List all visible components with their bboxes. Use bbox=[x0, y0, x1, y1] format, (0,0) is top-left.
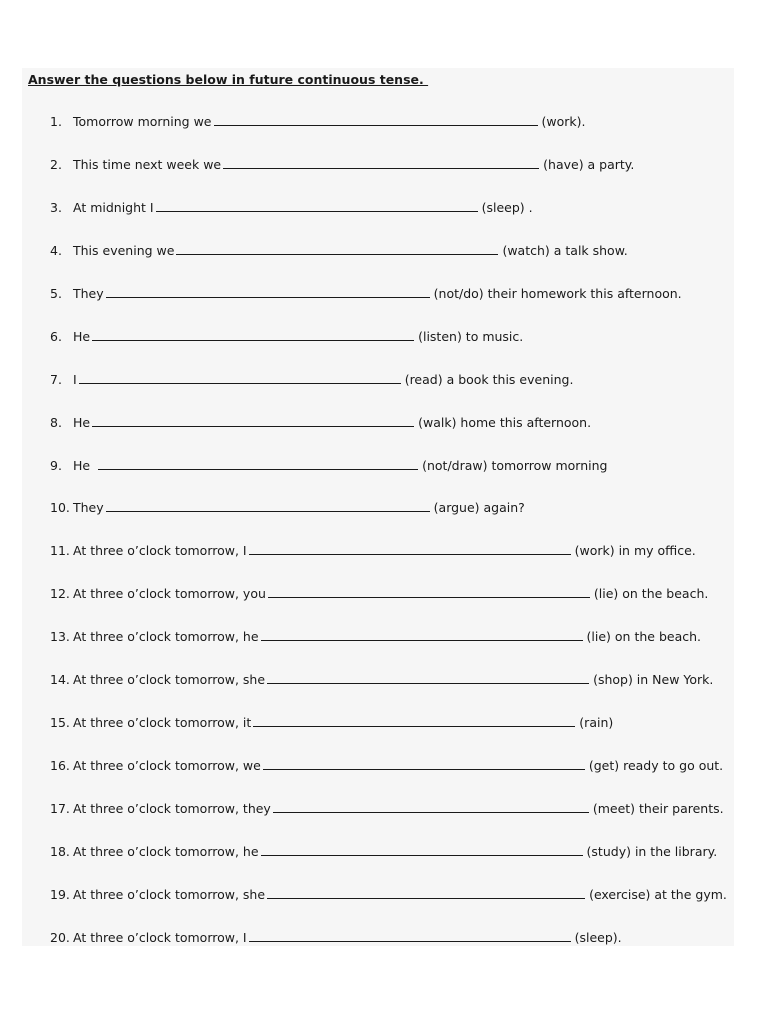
question-item bbox=[50, 328, 727, 371]
question-item bbox=[50, 886, 727, 929]
question-hint: (sleep). bbox=[574, 929, 622, 945]
question-hint: (lie) on the beach. bbox=[586, 629, 701, 645]
question-prompt: At three o’clock tomorrow, you bbox=[73, 586, 266, 602]
answer-blank[interactable] bbox=[249, 542, 571, 555]
question-prompt: At three o’clock tomorrow, it bbox=[73, 715, 252, 731]
question-number: 5. bbox=[50, 285, 62, 301]
question-item bbox=[50, 542, 727, 585]
question-item bbox=[50, 457, 727, 500]
question-prompt: This time next week we bbox=[73, 156, 222, 172]
answer-blank[interactable] bbox=[267, 671, 589, 684]
question-number: 4. bbox=[50, 242, 62, 258]
question-number: 14. bbox=[50, 672, 70, 688]
question-item bbox=[50, 371, 727, 414]
question-item bbox=[50, 757, 727, 800]
question-number: 16. bbox=[50, 758, 70, 774]
answer-blank[interactable] bbox=[273, 800, 589, 813]
answer-blank[interactable] bbox=[214, 113, 538, 126]
question-prompt: They bbox=[73, 500, 104, 516]
question-item bbox=[50, 113, 727, 156]
question-hint: (not/do) their homework this afternoon. bbox=[433, 285, 682, 301]
question-item bbox=[50, 671, 727, 714]
question-hint: (exercise) at the gym. bbox=[589, 886, 727, 902]
answer-blank[interactable] bbox=[249, 929, 571, 942]
answer-blank[interactable] bbox=[156, 199, 478, 212]
question-hint: (walk) home this afternoon. bbox=[418, 414, 592, 430]
question-item bbox=[50, 242, 727, 285]
answer-blank[interactable] bbox=[106, 499, 430, 512]
question-prompt: This evening we bbox=[73, 242, 175, 258]
answer-blank[interactable] bbox=[106, 285, 430, 298]
question-prompt: At three o’clock tomorrow, he bbox=[73, 629, 259, 645]
question-number: 20. bbox=[50, 929, 70, 945]
question-hint: (meet) their parents. bbox=[592, 801, 724, 816]
question-item bbox=[50, 714, 727, 757]
question-hint: (shop) in New York. bbox=[593, 672, 714, 688]
question-item bbox=[50, 800, 727, 843]
question-number: 10. bbox=[50, 500, 70, 516]
question-prompt: At three o’clock tomorrow, we bbox=[73, 758, 261, 774]
question-item bbox=[50, 199, 727, 242]
question-hint: (rain) bbox=[579, 715, 614, 731]
question-number: 2. bbox=[50, 156, 62, 172]
answer-blank[interactable] bbox=[176, 242, 498, 255]
question-number: 1. bbox=[50, 114, 62, 129]
question-prompt: At three o’clock tomorrow, they bbox=[73, 801, 271, 816]
question-item bbox=[50, 585, 727, 628]
question-item bbox=[50, 414, 727, 457]
question-item bbox=[50, 843, 727, 886]
question-number: 7. bbox=[50, 371, 62, 387]
question-prompt: At three o’clock tomorrow, she bbox=[73, 886, 266, 902]
answer-blank[interactable] bbox=[253, 714, 575, 727]
question-hint: (work) in my office. bbox=[574, 543, 696, 559]
answer-blank[interactable] bbox=[98, 457, 418, 470]
answer-blank[interactable] bbox=[92, 414, 414, 427]
question-hint: (get) ready to go out. bbox=[588, 758, 724, 774]
question-prompt: He bbox=[73, 457, 91, 473]
question-number: 8. bbox=[50, 414, 62, 430]
question-item bbox=[50, 929, 727, 972]
question-hint: (argue) again? bbox=[433, 500, 525, 516]
question-number: 6. bbox=[50, 328, 62, 344]
question-item bbox=[50, 499, 727, 542]
answer-blank[interactable] bbox=[267, 886, 585, 899]
question-prompt: He bbox=[73, 414, 91, 430]
answer-blank[interactable] bbox=[268, 585, 590, 598]
question-hint: (study) in the library. bbox=[586, 843, 718, 859]
question-hint: (listen) to music. bbox=[418, 328, 524, 344]
question-hint: (sleep) . bbox=[481, 199, 533, 215]
question-number: 3. bbox=[50, 199, 62, 215]
answer-blank[interactable] bbox=[79, 371, 401, 384]
question-hint: (read) a book this evening. bbox=[404, 371, 574, 387]
question-item bbox=[50, 156, 727, 199]
question-list bbox=[50, 113, 727, 972]
answer-blank[interactable] bbox=[223, 156, 539, 169]
question-hint: (lie) on the beach. bbox=[593, 586, 709, 602]
worksheet-instruction: Answer the questions below in future continuous tense. bbox=[28, 72, 429, 87]
question-prompt: At three o’clock tomorrow, I bbox=[73, 929, 247, 945]
question-hint: (work). bbox=[541, 114, 586, 129]
question-number: 19. bbox=[50, 886, 70, 902]
question-number: 12. bbox=[50, 586, 70, 602]
answer-blank[interactable] bbox=[261, 628, 583, 641]
answer-blank[interactable] bbox=[92, 328, 414, 341]
question-number: 9. bbox=[50, 457, 62, 473]
question-number: 18. bbox=[50, 843, 70, 859]
question-prompt: He bbox=[73, 328, 91, 344]
question-number: 13. bbox=[50, 629, 70, 645]
question-prompt: I bbox=[73, 371, 77, 387]
question-number: 11. bbox=[50, 543, 70, 559]
question-number: 15. bbox=[50, 715, 70, 731]
question-item bbox=[50, 628, 727, 671]
question-prompt: They bbox=[73, 285, 104, 301]
question-prompt: At three o’clock tomorrow, he bbox=[73, 843, 259, 859]
question-hint: (not/draw) tomorrow morning bbox=[422, 457, 608, 473]
question-prompt: Tomorrow morning we bbox=[73, 114, 212, 129]
question-hint: (watch) a talk show. bbox=[502, 242, 628, 258]
question-item bbox=[50, 285, 727, 328]
answer-blank[interactable] bbox=[263, 757, 585, 770]
question-number: 17. bbox=[50, 801, 70, 816]
question-prompt: At midnight I bbox=[73, 199, 154, 215]
question-prompt: At three o’clock tomorrow, she bbox=[73, 672, 266, 688]
answer-blank[interactable] bbox=[261, 843, 583, 856]
question-prompt: At three o’clock tomorrow, I bbox=[73, 543, 247, 559]
question-hint: (have) a party. bbox=[543, 156, 635, 172]
